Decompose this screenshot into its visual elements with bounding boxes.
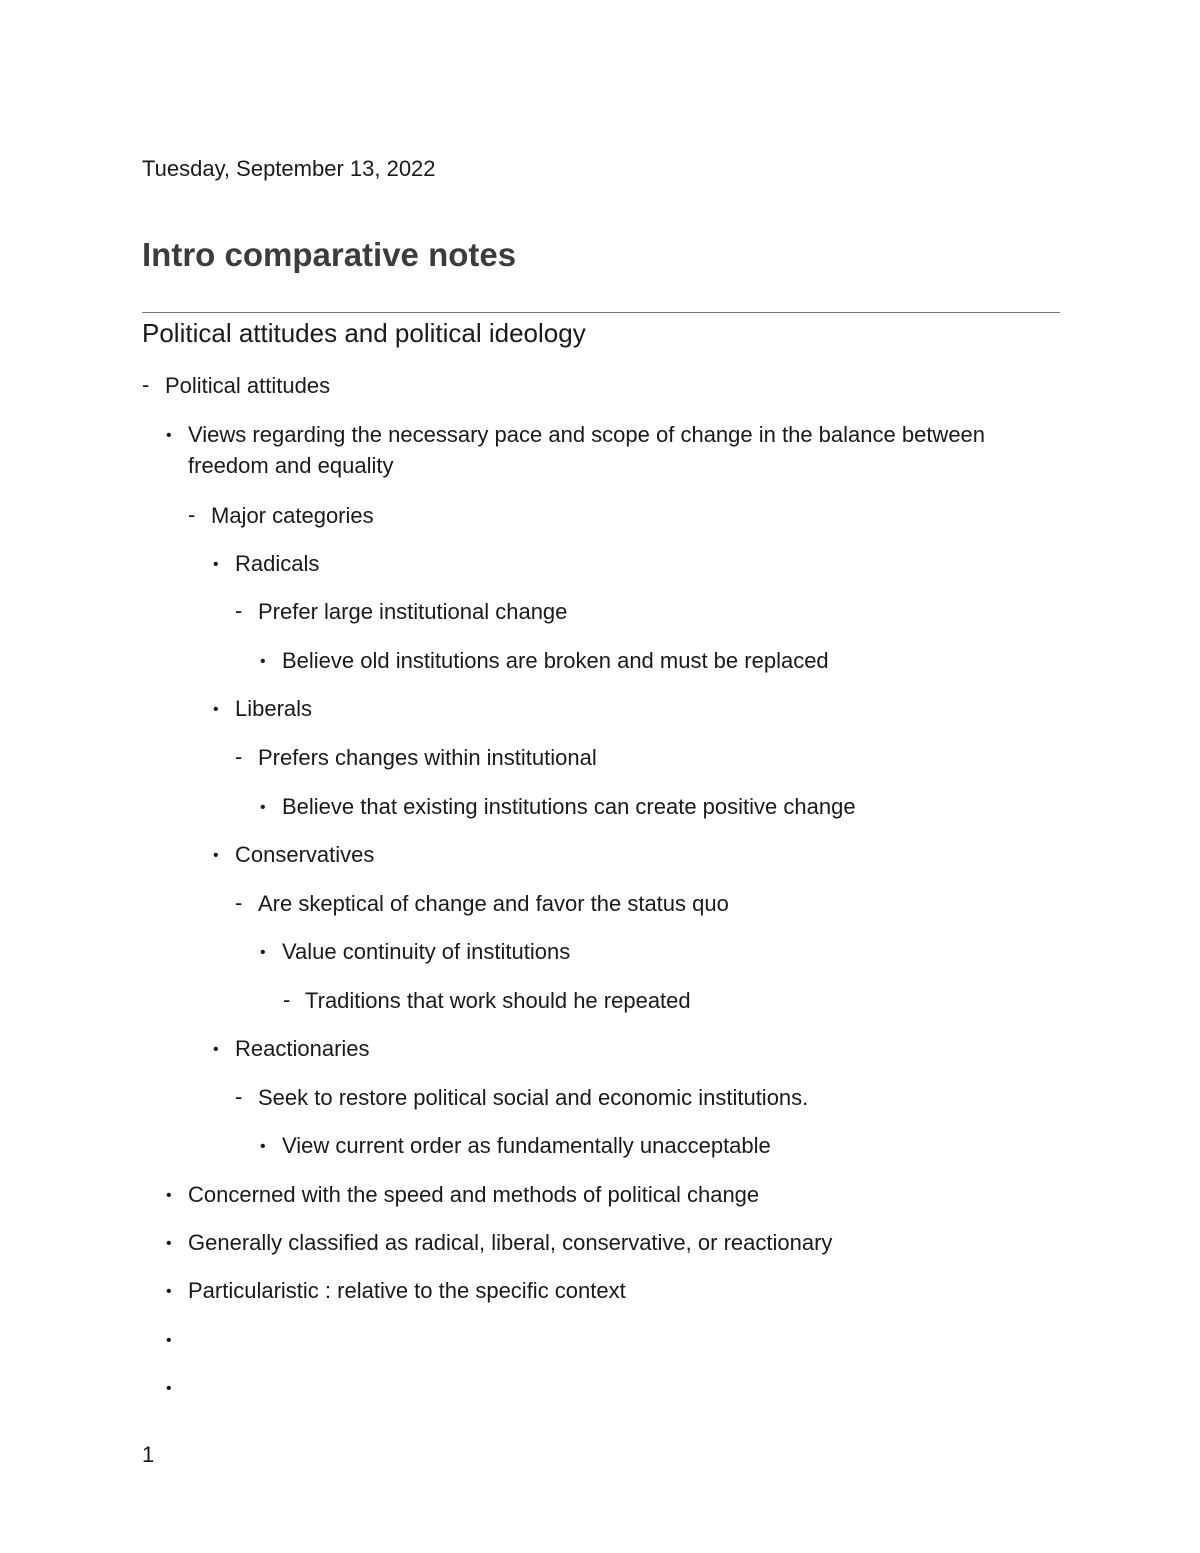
outline-item: Prefer large institutional change (258, 599, 568, 624)
outline-item: Believe that existing institutions can create positive change (282, 794, 856, 819)
bullet-marker: • (260, 653, 266, 670)
outline-item: Are skeptical of change and favor the status quo (258, 891, 729, 916)
outline-item: Value continuity of institutions (282, 939, 571, 964)
bullet-marker: • (213, 556, 219, 573)
bullet-marker: • (166, 427, 172, 444)
page-number: 1 (142, 1442, 155, 1467)
outline-item: View current order as fundamentally unacceptable (282, 1133, 771, 1158)
bullet-marker: • (166, 1332, 172, 1349)
outline-item: Conservatives (235, 842, 375, 867)
outline-item: Reactionaries (235, 1036, 370, 1061)
outline-item: Views regarding the necessary pace and scope of change in the balance between freedom and equality (188, 422, 986, 478)
dash-marker: - (235, 598, 243, 623)
bullet-marker: • (213, 1041, 219, 1058)
bullet-marker: • (260, 1138, 266, 1155)
outline-item: Liberals (235, 696, 313, 721)
dash-marker: - (142, 372, 150, 397)
bullet-marker: • (166, 1283, 172, 1300)
note-date: Tuesday, September 13, 2022 (142, 156, 436, 181)
page-title: Intro comparative notes (142, 236, 517, 273)
bullet-marker: • (260, 799, 266, 816)
dash-marker: - (235, 890, 243, 915)
outline-item: Major categories (211, 503, 374, 528)
dash-marker: - (235, 744, 243, 769)
title-divider (142, 312, 1060, 313)
outline-item: Prefers changes within institutional (258, 745, 597, 770)
outline-item: Traditions that work should he repeated (305, 988, 691, 1013)
bullet-marker: • (166, 1187, 172, 1204)
bullet-marker: • (166, 1380, 172, 1397)
outline-item: Radicals (235, 551, 320, 576)
outline-item: Believe old institutions are broken and must be replaced (282, 648, 829, 673)
dash-marker: - (188, 502, 196, 527)
outline-item: Seek to restore political social and economic institutions. (258, 1085, 809, 1110)
section-heading: Political attitudes and political ideology (142, 318, 586, 348)
bullet-marker: • (166, 1235, 172, 1252)
bullet-marker: • (213, 847, 219, 864)
outline-item: Concerned with the speed and methods of political change (188, 1182, 760, 1207)
dash-marker: - (235, 1084, 243, 1109)
outline-item: Generally classified as radical, liberal, conservative, or reactionary (188, 1230, 833, 1255)
outline-item: Political attitudes (165, 373, 331, 398)
bullet-marker: • (260, 944, 266, 961)
outline-item: Particularistic : relative to the specific context (188, 1278, 626, 1303)
bullet-marker: • (213, 701, 219, 718)
dash-marker: - (283, 987, 291, 1012)
